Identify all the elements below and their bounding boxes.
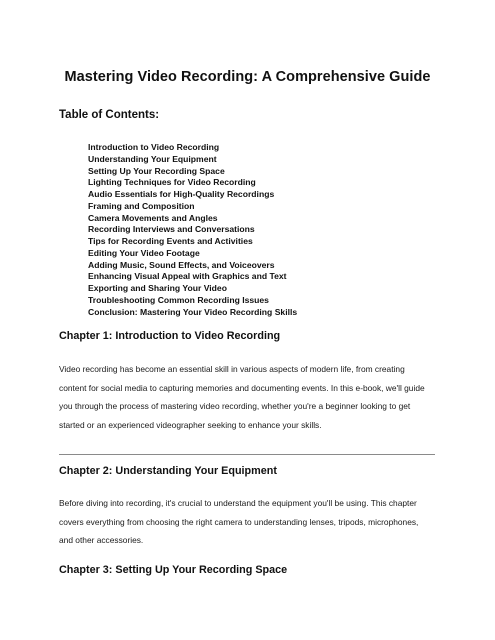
table-of-contents (88, 142, 297, 318)
chapter-2-heading: Chapter 2: Understanding Your Equipment (59, 465, 277, 477)
paragraph-line: started or an experienced videographer seeking to enhance your skills. (59, 419, 322, 430)
toc-item: Troubleshooting Common Recording Issues (88, 294, 269, 305)
toc-item: Introduction to Video Recording (88, 142, 220, 152)
toc-item: Camera Movements and Angles (88, 212, 218, 223)
paragraph-line: covers everything from choosing the right camera to understanding lenses, tripods, microphones, (59, 516, 419, 527)
paragraph-line: Before diving into recording, it's crucial to understand the equipment you'll be using. This chapter (59, 498, 417, 508)
toc-item: Audio Essentials for High-Quality Recordings (88, 189, 275, 199)
toc-item: Framing and Composition (88, 200, 195, 211)
toc-item: Exporting and Sharing Your Video (88, 283, 227, 293)
chapter-3-heading: Chapter 3: Setting Up Your Recording Space (59, 564, 288, 576)
paragraph-line: you through the process of mastering video recording, whether you're a beginner looking to get (59, 401, 411, 412)
toc-item: Adding Music, Sound Effects, and Voiceovers (88, 259, 275, 270)
toc-item: Enhancing Visual Appeal with Graphics and Text (88, 271, 287, 282)
chapter-1-paragraph (59, 360, 439, 434)
toc-item: Conclusion: Mastering Your Video Recording Skills (88, 306, 298, 317)
paragraph-line: content for social media to capturing memories and documenting events. In this e-book, we'll guide (59, 382, 425, 393)
paragraph-line: Video recording has become an essential skill in various aspects of modern life, from creating (59, 364, 405, 374)
chapter-2-paragraph (59, 494, 439, 550)
toc-item: Recording Interviews and Conversations (88, 224, 255, 235)
toc-item: Editing Your Video Footage (88, 247, 200, 258)
toc-item: Setting Up Your Recording Space (88, 165, 225, 176)
toc-item: Understanding Your Equipment (88, 153, 217, 164)
horizontal-divider (59, 454, 435, 455)
document-title: Mastering Video Recording: A Comprehensive Guide (64, 69, 431, 85)
chapter-1-heading: Chapter 1: Introduction to Video Recording (59, 330, 281, 342)
toc-heading: Table of Contents: (59, 109, 160, 121)
toc-item: Tips for Recording Events and Activities (88, 236, 253, 246)
toc-item: Lighting Techniques for Video Recording (88, 177, 256, 188)
paragraph-line: and other accessories. (59, 535, 144, 546)
